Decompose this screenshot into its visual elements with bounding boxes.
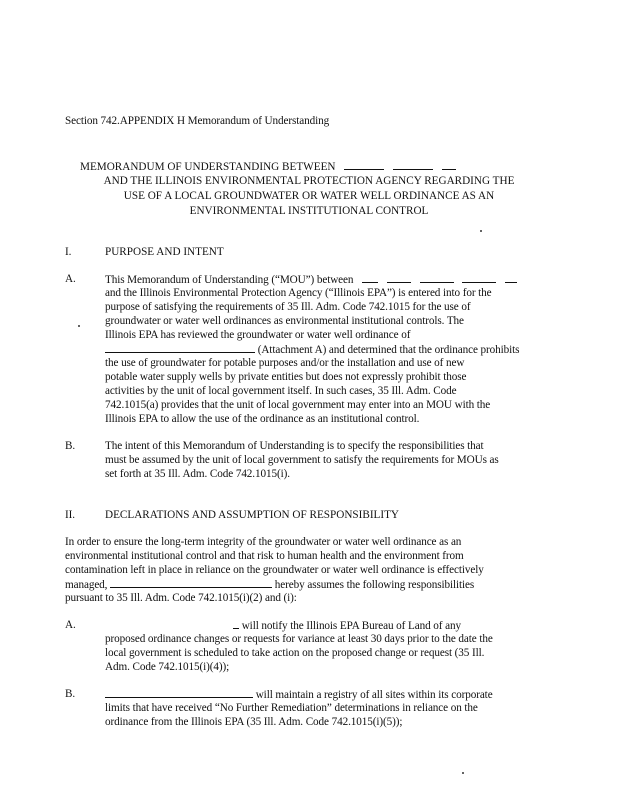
mou-blank-5 <box>505 272 517 283</box>
scan-speck <box>480 230 482 232</box>
section-2-heading: DECLARATIONS AND ASSUMPTION OF RESPONSIBILITY <box>105 509 400 521</box>
section-2-intro-line-3: contamination left in place in reliance on the groundwater or water well ordinance is effectively <box>65 564 484 576</box>
section-2-a-line-4: Adm. Code 742.1015(i)(4)); <box>105 661 230 673</box>
section-1-a-line-1 <box>105 272 517 287</box>
mou-blank-1 <box>362 272 378 283</box>
title-line-4: ENVIRONMENTAL INSTITUTIONAL CONTROL <box>189 205 429 217</box>
ordinance-blank <box>105 342 255 353</box>
section-2-number: II. <box>65 509 75 521</box>
title-blank-3 <box>442 159 456 170</box>
section-2-a-blank <box>233 618 239 629</box>
title-line-1-text: MEMORANDUM OF UNDERSTANDING BETWEEN <box>80 161 336 173</box>
title-blank-2 <box>393 159 433 170</box>
section-1-a-line-6 <box>105 342 519 357</box>
section-1-a-line-8: potable water supply wells by private entities but does not expressly prohibit those <box>105 371 467 383</box>
section-1-a-line-11: Illinois EPA to allow the use of the ordinance as an institutional control. <box>105 413 420 425</box>
section-1-a-line-10: 742.1015(a) provides that the unit of local government may enter into an MOU with the <box>105 399 491 411</box>
title-blank-1 <box>344 159 384 170</box>
section-2-intro-line-4 <box>65 577 474 592</box>
section-2-b-blank <box>105 687 253 698</box>
section-2-b-label: B. <box>65 688 76 700</box>
section-2-b-line-1-text: will maintain a registry of all sites within its corporate <box>255 689 493 701</box>
section-2-a-line-3: local government is scheduled to take action on the proposed change or request (35 Ill. <box>105 647 485 659</box>
section-1-a-line-5: Illinois EPA has reviewed the groundwater or water well ordinance of <box>105 329 411 341</box>
section-1-b-label: B. <box>65 440 76 452</box>
section-1-b-line-3: set forth at 35 Ill. Adm. Code 742.1015(i). <box>105 468 290 480</box>
section-2-intro-line-1: In order to ensure the long-term integrity of the groundwater or water well ordinance as an <box>65 536 462 548</box>
section-title: Section 742.APPENDIX H Memorandum of Understanding <box>65 115 330 127</box>
section-1-b-line-1: The intent of this Memorandum of Understanding is to specify the responsibilities that <box>105 440 484 452</box>
section-1-a-line-6-text: (Attachment A) and determined that the ordinance prohibits <box>257 344 520 356</box>
title-line-3: USE OF A LOCAL GROUNDWATER OR WATER WELL ORDINANCE AS AN <box>123 190 495 202</box>
section-1-a-line-9: activities by the unit of local government itself. In such cases, 35 Ill. Adm. Code <box>105 385 457 397</box>
section-2-intro-line-4b: hereby assumes the following responsibilities <box>274 579 475 591</box>
title-line-2: AND THE ILLINOIS ENVIRONMENTAL PROTECTION AGENCY REGARDING THE <box>103 175 515 187</box>
section-1-a-line-3: purpose of satisfying the requirements of 35 Ill. Adm. Code 742.1015 for the use of <box>105 301 471 313</box>
section-1-a-line-2: and the Illinois Environmental Protection Agency (“Illinois EPA”) is entered into for the <box>105 287 492 299</box>
section-1-a-line-4: groundwater or water well ordinances as environmental institutional controls. The <box>105 315 464 327</box>
section-2-intro-line-4a: managed, <box>65 579 108 591</box>
section-2-a-line-1-text: will notify the Illinois EPA Bureau of Land of any <box>241 620 461 632</box>
section-2-a-line-1 <box>105 618 461 633</box>
mou-blank-2 <box>387 272 411 283</box>
section-1-a-line-1-text: This Memorandum of Understanding (“MOU”) between <box>105 274 354 286</box>
section-2-a-line-2: proposed ordinance changes or requests for variance at least 30 days prior to the date the <box>105 633 493 645</box>
mou-blank-4 <box>462 272 496 283</box>
scan-speck <box>462 772 464 774</box>
section-1-a-label: A. <box>65 273 76 285</box>
title-line-1 <box>80 159 456 174</box>
section-1-b-line-2: must be assumed by the unit of local government to satisfy the requirements for MOUs as <box>105 454 499 466</box>
section-2-a-label: A. <box>65 619 76 631</box>
section-2-b-line-1 <box>105 687 493 702</box>
scan-speck <box>78 325 80 327</box>
section-2-b-line-3: ordinance from the Illinois EPA (35 Ill. Adm. Code 742.1015(i)(5)); <box>105 716 403 728</box>
section-2-intro-line-2: environmental institutional control and that risk to human health and the environment from <box>65 550 464 562</box>
section-2-intro-line-5: pursuant to 35 Ill. Adm. Code 742.1015(i)(2) and (i): <box>65 592 297 604</box>
mou-blank-3 <box>420 272 454 283</box>
section-1-heading: PURPOSE AND INTENT <box>105 246 224 258</box>
section-1-number: I. <box>65 246 72 258</box>
government-name-blank <box>110 577 272 588</box>
section-2-b-line-2: limits that have received “No Further Remediation” determinations in reliance on the <box>105 702 478 714</box>
section-1-a-line-7: the use of groundwater for potable purposes and/or the installation and use of new <box>105 357 465 369</box>
